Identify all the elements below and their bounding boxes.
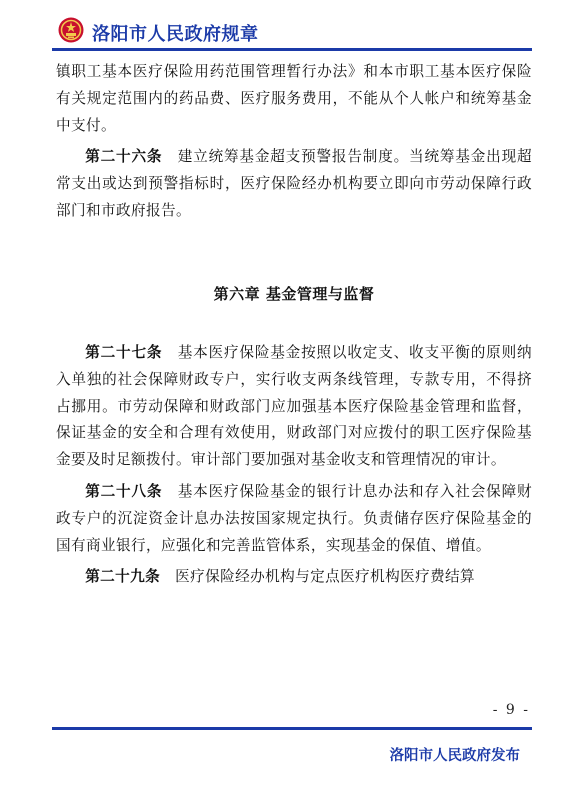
article-27-label: 第二十七条 (85, 344, 163, 361)
page-body-top (56, 59, 532, 225)
page-body-bottom (56, 340, 532, 591)
national-emblem-icon (58, 17, 84, 43)
article-29-text: 医疗保险经办机构与定点医疗机构医疗费结算 (175, 568, 476, 586)
article-28-text: 基本医疗保险基金的银行计息办法和存入社会保障财政专户的沉淀资金计息办法按国家规定执行。负责储存医疗保险基金的国有商业银行，应强化和完善监管体系，实现基金的保值、增值。 (56, 482, 532, 554)
footer-divider (52, 727, 532, 730)
article-26 (56, 144, 532, 224)
article-29-label: 第二十九条 (85, 568, 161, 586)
article-28-label: 第二十八条 (85, 482, 163, 500)
header-title: 洛阳市人民政府规章 (92, 24, 259, 45)
continued-paragraph: 镇职工基本医疗保险用药范围管理暂行办法》和本市职工基本医疗保险有关规定范围内的药品费、医疗服务费用，不能从个人帐户和统筹基金中支付。 (56, 63, 532, 134)
article-28 (56, 479, 532, 559)
document-header (52, 12, 532, 52)
article-27 (56, 340, 532, 474)
header-divider (52, 48, 532, 51)
article-29 (56, 564, 532, 591)
publisher-label: 洛阳市人民政府发布 (389, 748, 520, 764)
article-26-text: 建立统筹基金超支预警报告制度。当统筹基金出现超常支出或达到预警指标时，医疗保险经办机构要立即向市劳动保障行政部门和市政府报告。 (56, 148, 532, 219)
page-number: - 9 - (492, 702, 530, 718)
article-26-label: 第二十六条 (85, 148, 163, 166)
article-27-text: 基本医疗保险基金按照以收定支、收支平衡的原则纳入单独的社会保障财政专户，实行收支两条线管理，专款专用，不得挤占挪用。市劳动保障和财政部门应加强基本医疗保险基金管理和监督，保证基金的安全和合理有效使用，财政部门对应拨付的职工医疗保险基金要及时足额拨付。审计部门要加强对基金收支和管理情况的审计。 (56, 344, 532, 469)
chapter-title: 第六章 基金管理与监督 (213, 285, 375, 303)
